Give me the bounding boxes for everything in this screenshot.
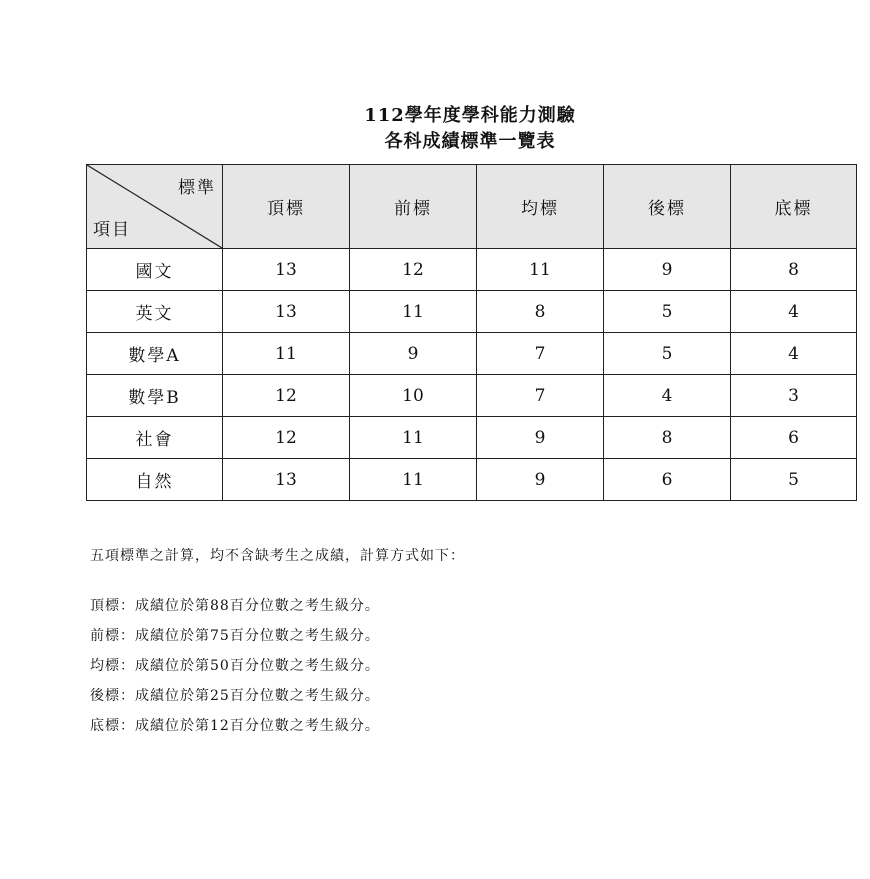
column-header: 頂標 (223, 165, 350, 249)
definition-line: 底標：成績位於第12百分位數之考生級分。 (90, 718, 380, 734)
score-cell: 11 (350, 291, 477, 333)
table-row (87, 291, 857, 333)
notes-intro: 五項標準之計算，均不含缺考生之成績，計算方式如下： (90, 548, 465, 564)
document-title (0, 103, 870, 155)
column-header: 前標 (350, 165, 477, 249)
subject-cell: 英文 (87, 291, 223, 333)
corner-label-standard: 標準 (178, 178, 216, 198)
score-cell: 10 (350, 375, 477, 417)
definition-line: 後標：成績位於第25百分位數之考生級分。 (90, 688, 380, 704)
score-cell: 13 (223, 459, 350, 501)
score-cell: 6 (604, 459, 731, 501)
subject-cell: 數學A (87, 333, 223, 375)
table-row (87, 459, 857, 501)
definition-line: 均標：成績位於第50百分位數之考生級分。 (90, 658, 380, 674)
score-cell: 11 (223, 333, 350, 375)
subject-cell: 數學B (87, 375, 223, 417)
corner-label-item: 項目 (93, 220, 131, 240)
table-row (87, 249, 857, 291)
corner-header-cell (87, 165, 223, 249)
definition-line: 前標：成績位於第75百分位數之考生級分。 (90, 628, 380, 644)
score-cell: 8 (731, 249, 857, 291)
score-cell: 13 (223, 249, 350, 291)
score-cell: 3 (731, 375, 857, 417)
score-cell: 9 (604, 249, 731, 291)
score-cell: 5 (731, 459, 857, 501)
score-cell: 8 (477, 291, 604, 333)
calculation-notes (90, 545, 465, 741)
score-cell: 9 (350, 333, 477, 375)
score-cell: 7 (477, 375, 604, 417)
score-cell: 7 (477, 333, 604, 375)
score-cell: 4 (604, 375, 731, 417)
score-cell: 11 (477, 249, 604, 291)
score-cell: 11 (350, 417, 477, 459)
score-cell: 9 (477, 459, 604, 501)
score-cell: 4 (731, 333, 857, 375)
subject-cell: 自然 (87, 459, 223, 501)
score-cell: 8 (604, 417, 731, 459)
table-row (87, 333, 857, 375)
table-row (87, 375, 857, 417)
column-header: 底標 (731, 165, 857, 249)
column-header: 後標 (604, 165, 731, 249)
score-cell: 12 (223, 417, 350, 459)
score-cell: 11 (350, 459, 477, 501)
score-cell: 5 (604, 291, 731, 333)
score-cell: 5 (604, 333, 731, 375)
score-cell: 13 (223, 291, 350, 333)
score-cell: 12 (223, 375, 350, 417)
subject-cell: 國文 (87, 249, 223, 291)
score-cell: 9 (477, 417, 604, 459)
title-line-1: 112學年度學科能力測驗 (364, 105, 576, 126)
column-header: 均標 (477, 165, 604, 249)
table-row (87, 417, 857, 459)
score-standards-table (86, 164, 857, 501)
score-cell: 6 (731, 417, 857, 459)
score-cell: 12 (350, 249, 477, 291)
score-cell: 4 (731, 291, 857, 333)
subject-cell: 社會 (87, 417, 223, 459)
table-header-row (87, 165, 857, 249)
title-line-2: 各科成績標準一覽表 (384, 131, 556, 152)
definition-line: 頂標：成績位於第88百分位數之考生級分。 (90, 598, 380, 614)
